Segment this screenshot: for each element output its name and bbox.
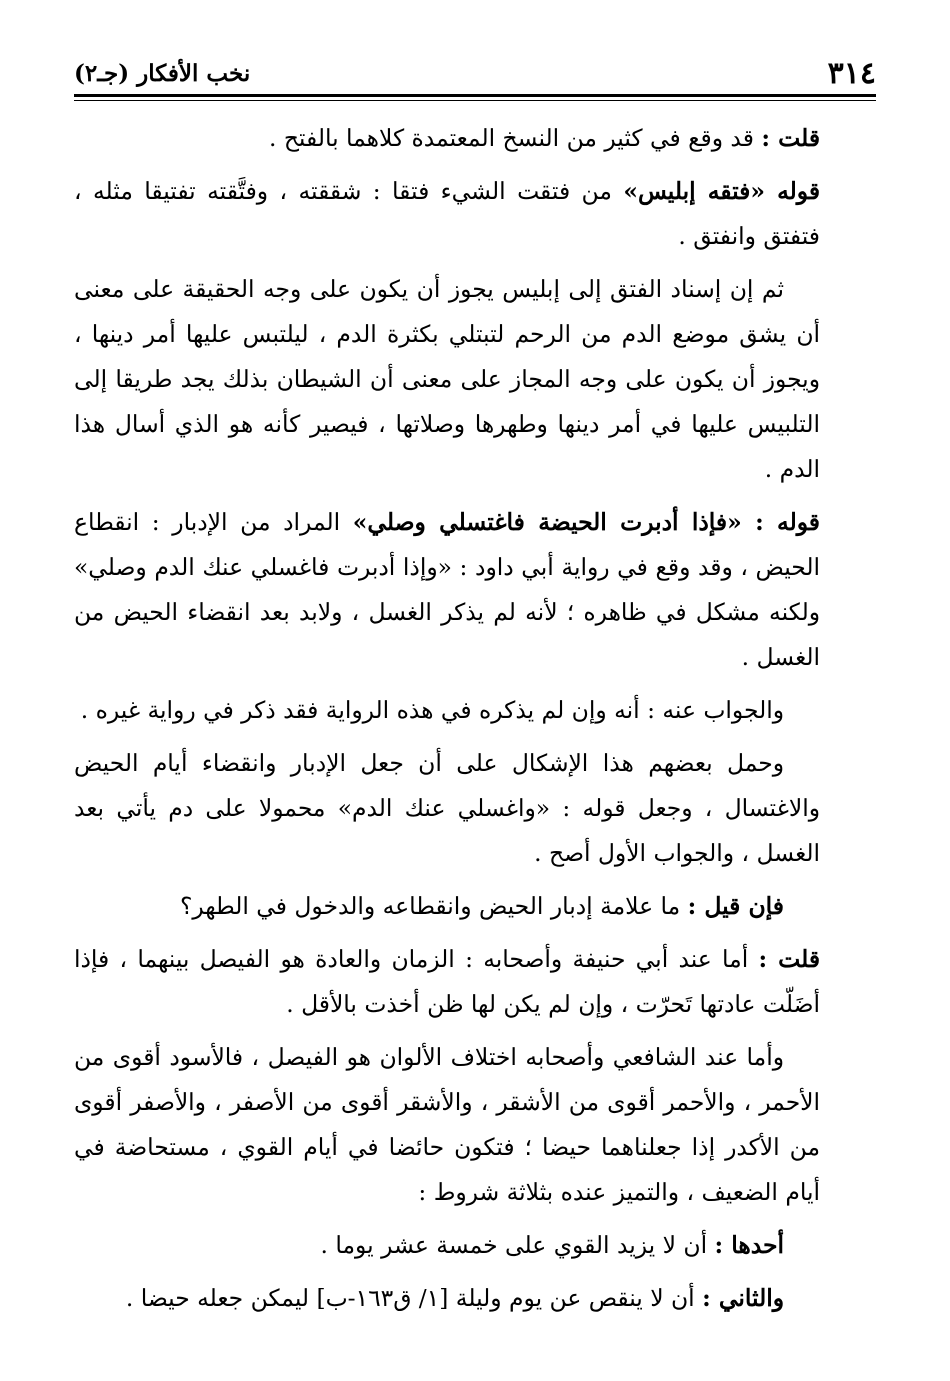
paragraph-text: أن لا يزيد القوي على خمسة عشر يوما .: [320, 1231, 715, 1259]
paragraph: [74, 1276, 820, 1321]
paragraph-lead: فإن قيل :: [687, 892, 784, 920]
paragraph: [74, 688, 820, 733]
paragraph: [74, 116, 820, 161]
paragraph-text: من فتقت الشيء فتقا : شققته ، وفتَّقته تفتيقا مثله ، فتفتق وانفتق .: [74, 177, 820, 250]
paragraph-lead: قوله «فتقه إبليس»: [623, 177, 821, 205]
running-title: نخب الأفكار (جـ٢): [74, 60, 251, 87]
paragraph: [74, 741, 820, 876]
page-number: ٣١٤: [827, 56, 876, 91]
paragraph-lead: قلت :: [761, 124, 820, 152]
paragraph: [74, 267, 820, 492]
page-body: [74, 116, 820, 1329]
paragraph: [74, 500, 820, 680]
paragraph-text: والجواب عنه : أنه وإن لم يذكره في هذه الرواية فقد ذكر في رواية غيره .: [80, 696, 784, 724]
paragraph: [74, 884, 820, 929]
header-rule-thin: [74, 100, 876, 101]
page-header: [74, 52, 876, 92]
paragraph: [74, 1223, 820, 1268]
paragraph-text: وأما عند الشافعي وأصحابه اختلاف الألوان هو الفيصل ، فالأسود أقوى من الأحمر ، والأحمر أقوى من الأشقر ، والأشقر أقوى من الأصفر ، والأصفر أقوى من الأكدر إذا جعلناهما حيضا ؛ فتكون حائضا في أيام القوي ، مستحاضة في أيام الضعيف ، والتميز عنده بثلاثة شروط :: [74, 1043, 820, 1206]
paragraph: [74, 937, 820, 1027]
header-rule-thick: [74, 94, 876, 97]
paragraph-text: المراد من الإدبار : انقطاع الحيض ، وقد وقع في رواية أبي داود : «وإذا أدبرت فاغسلي عنك الدم وصلي» ولكنه مشكل في ظاهره ؛ لأنه لم يذكر الغسل ، ولابد بعد انقضاء الحيض من الغسل .: [74, 508, 820, 671]
paragraph-text: أما عند أبي حنيفة وأصحابه : الزمان والعادة هو الفيصل بينهما ، فإذا أضَلّت عادتها تَحرّت ، وإن لم يكن لها ظن أخذت بالأقل .: [74, 945, 820, 1018]
paragraph-text: ثم إن إسناد الفتق إلى إبليس يجوز أن يكون على وجه الحقيقة على معنى أن يشق موضع الدم من الرحم لتبتلي بكثرة الدم ، ليلتبس عليها أمر دينها ، ويجوز أن يكون على وجه المجاز على معنى أن الشيطان بذلك يجد طريقا إلى التلبيس عليها في أمر دينها وطهرها وصلاتها ، فيصير كأنه هو الذي أسال هذا الدم .: [74, 275, 820, 483]
paragraph-lead: قلت :: [758, 945, 820, 973]
paragraph-lead: قوله : «فإذا أدبرت الحيضة فاغتسلي وصلي»: [352, 508, 820, 536]
paragraph: [74, 1035, 820, 1215]
paragraph-text: قد وقع في كثير من النسخ المعتمدة كلاهما بالفتح .: [268, 124, 762, 152]
paragraph-text: أن لا ينقص عن يوم وليلة [١/ ق١٦٣-ب] ليمكن جعله حيضا .: [125, 1284, 703, 1312]
paragraph-lead: والثاني :: [702, 1284, 784, 1312]
paragraph-lead: أحدها :: [714, 1231, 784, 1259]
paragraph-text: ما علامة إدبار الحيض وانقطاعه والدخول في الطهر؟: [179, 892, 688, 920]
paragraph: [74, 169, 820, 259]
paragraph-text: وحمل بعضهم هذا الإشكال على أن جعل الإدبار وانقضاء أيام الحيض والاغتسال ، وجعل قوله : «واغسلي عنك الدم» محمولا على دم يأتي بعد الغسل ، والجواب الأول أصح .: [74, 749, 820, 867]
